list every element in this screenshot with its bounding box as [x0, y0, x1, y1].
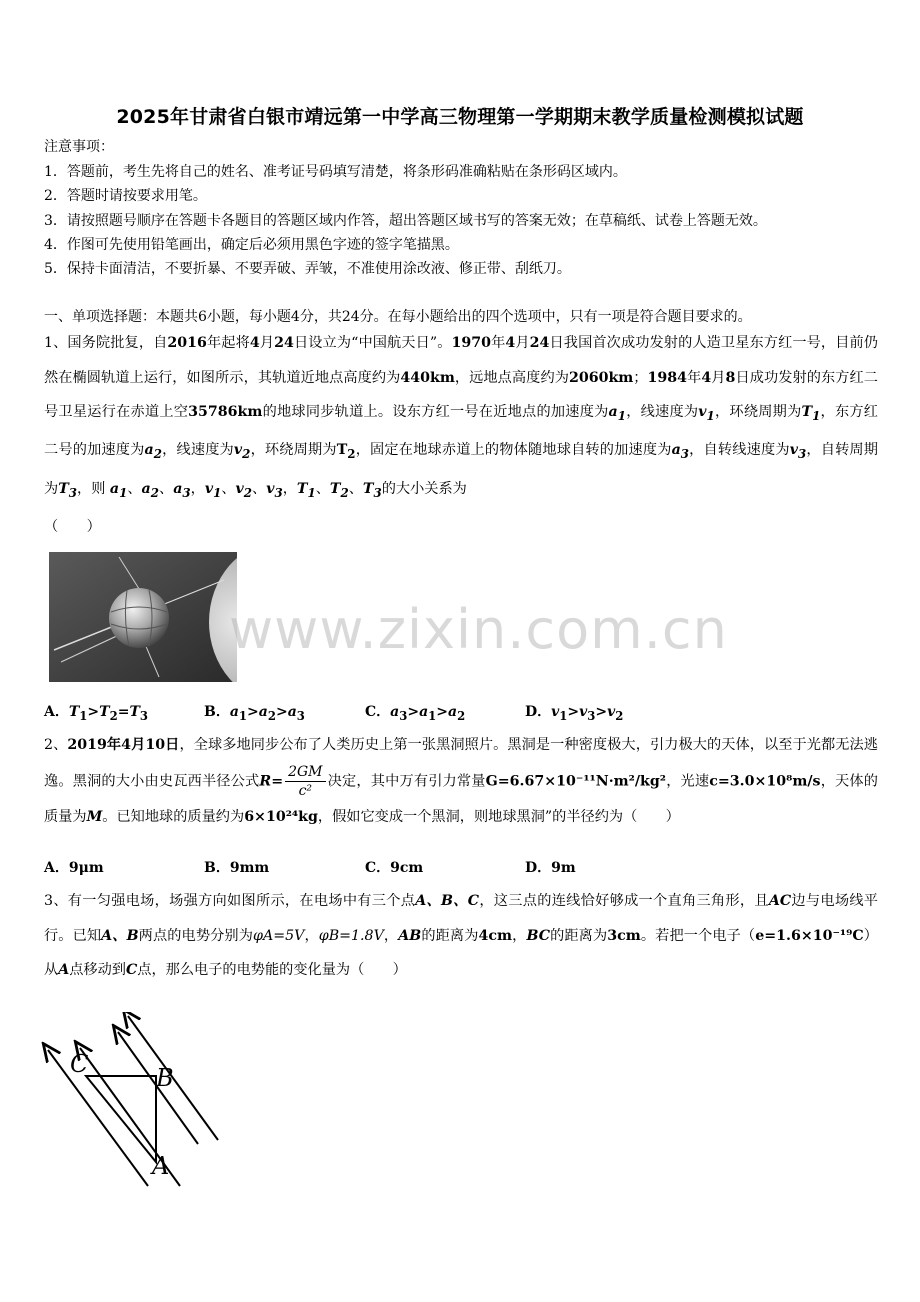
q1-option-b[interactable]: B．$a_1>a_2>a_3$: [204, 704, 305, 723]
question-1: 1、国务院批复，自2016年起将4月24日设立为“中国航天日”。1970年4月24日我国首次成功发射的人造卫星东方红一号，目前仍然在椭圆轨道上运行，如图所示，其轨道近地点高度约为440km，远地点高度约为2060km；1984年4月8日成功发射的东方红二号卫星运行在赤道上空35786km的地球同步轨道上。设东方红一号在近地点的加速度为$a_1$，线速度为$v_1$，环绕周期为$T_1$，东方红二号的加速度为$a_2$，线速度为$v_2$，环绕周期为$T_2$，固定在地球赤道上的物体随地球自转的加速度为$a_3$，自转线速度为$v_3$，自转周期为$T_3$，则 $a_1$、$a_2$、$a_3$，$v_1$、$v_2$、$v_3$，$T_1$、$T_2$、$T_3$的大小关系为 （ ）: [44, 335, 878, 535]
electric-field-diagram: [40, 1012, 230, 1192]
q1-option-a[interactable]: A．$T_1>T_2=T_3$: [44, 704, 148, 723]
exam-title: 2025年甘肃省白银市靖远第一中学高三物理第一学期期末教学质量检测模拟试题: [116, 106, 804, 128]
label-b: B: [156, 1064, 174, 1092]
label-c: C: [70, 1050, 89, 1078]
q2-option-c[interactable]: C．9cm: [365, 860, 424, 876]
notice-heading: 注意事项：: [44, 139, 114, 155]
q2-option-d[interactable]: D．9m: [525, 860, 576, 876]
notice-item-2: 2．答题时请按要求用笔。: [44, 188, 207, 204]
question-2: 2、2019年4月10日，全球多地同步公布了人类历史上第一张黑洞照片。黑洞是一种密度极大，引力极大的天体，以至于光都无法逃逸。黑洞的大小由史瓦西半径公式R= $\frac{2GM}{\text{c²}}$ 决定，其中万有引力常量G=6.67×10⁻¹¹N·m²/kg²，光速c=3.0×10⁸m/s，天体的质量为M。已知地球的质量约为6×10²⁴kg，假如它变成一个黑洞，则地球黑洞”的半径约为（ ）: [44, 737, 878, 825]
section-heading: 一、单项选择题：本题共6小题，每小题4分，共24分。在每小题给出的四个选项中，只有一项是符合题目要求的。: [44, 309, 752, 325]
q1-option-d[interactable]: D．$v_1>v_3>v_2$: [525, 704, 624, 723]
question-3: 3、有一匀强电场，场强方向如图所示，在电场中有三个点A、B、C，这三点的连线恰好够成一个直角三角形，且AC边与电场线平行。已知A、B两点的电势分别为φA=5V，φB=1.8V，AB的距离为4cm，BC的距离为3cm。若把一个电子（e=1.6×10⁻¹⁹C）从A点移动到C点，那么电子的电势能的变化量为（ ）: [44, 893, 878, 978]
notice-item-1: 1．答题前，考生先将自己的姓名、准考证号码填写清楚，将条形码准确粘贴在条形码区域内。: [44, 164, 627, 180]
q2-option-a[interactable]: A．9μm: [44, 860, 104, 876]
label-a: A: [152, 1152, 170, 1180]
notice-item-3: 3．请按照题号顺序在答题卡各题目的答题区域内作答，超出答题区域书写的答案无效；在草稿纸、试卷上答题无效。: [44, 213, 767, 229]
watermark: www.zixin.com.cn: [229, 598, 728, 661]
q1-option-c[interactable]: C．$a_3>a_1>a_2$: [365, 704, 466, 723]
field-line-1: [48, 1050, 148, 1186]
schwarzschild-formula: $\frac{2GM}{\text{c²}}$: [285, 763, 325, 800]
q2-option-b[interactable]: B．9mm: [204, 860, 270, 876]
notice-item-4: 4．作图可先使用铅笔画出，确定后必须用黑色字迹的签字笔描黑。: [44, 237, 459, 253]
notice-item-5: 5．保持卡面清洁，不要折暴、不要弄破、弄皱，不准使用涂改液、修正带、刮纸刀。: [44, 261, 571, 277]
satellite-photo: [49, 552, 237, 682]
